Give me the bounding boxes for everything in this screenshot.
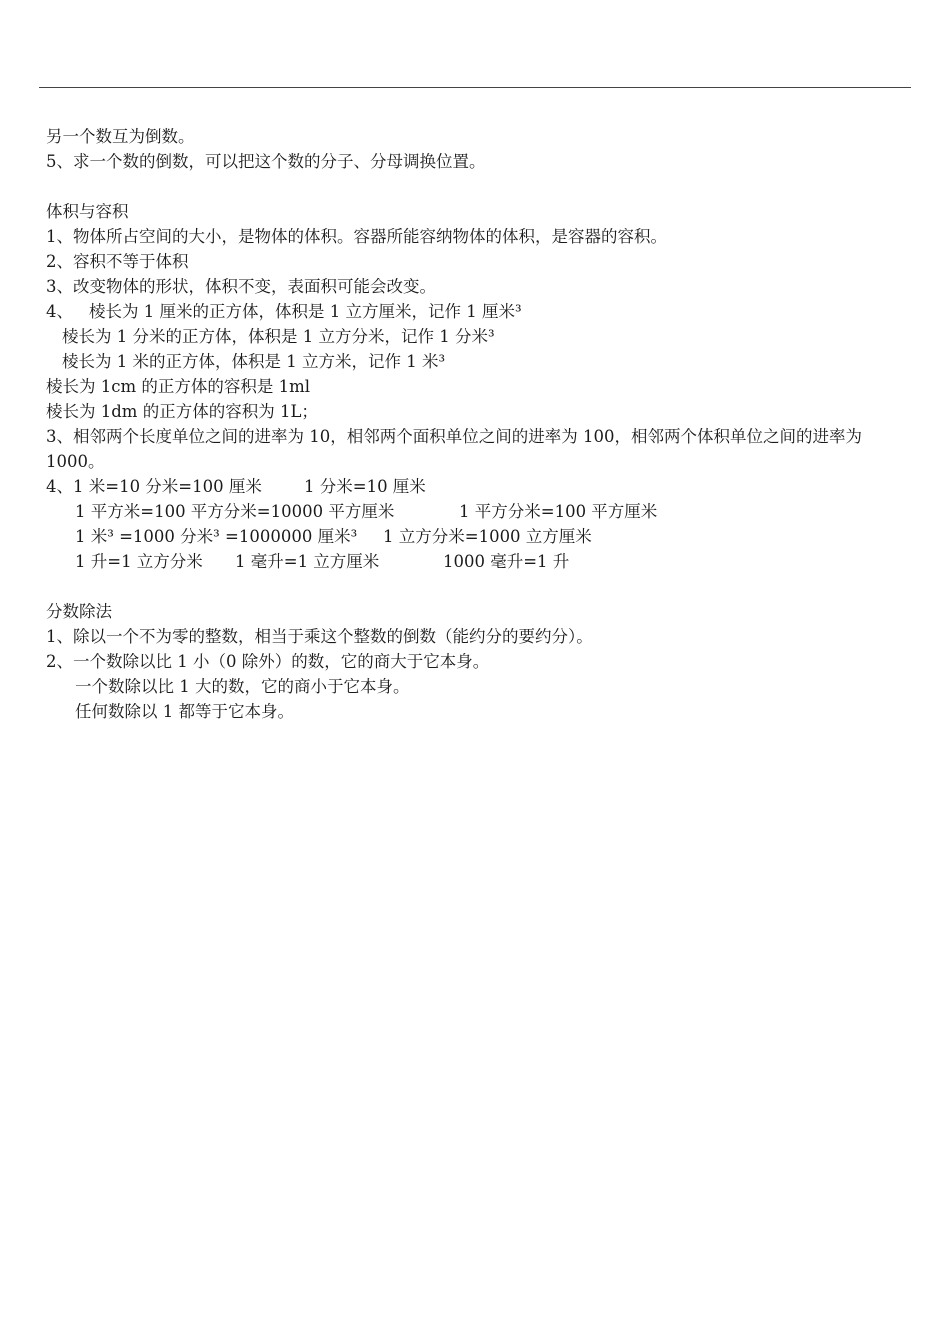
header-rule (39, 87, 911, 88)
text-line (46, 299, 916, 324)
conversion-cell: 1 米³ =1000 分米³ =1000000 厘米³ (75, 527, 358, 546)
conversion-cell: 1 立方分米=1000 立方厘米 (383, 527, 592, 546)
conversion-cell: 1 毫升=1 立方厘米 (235, 552, 380, 571)
blank-line (46, 174, 916, 199)
text-line: 2、容积不等于体积 (46, 252, 189, 271)
conversion-cell: 1 升=1 立方分米 (75, 552, 203, 571)
conversion-row (46, 549, 916, 574)
text-line: 3、改变物体的形状，体积不变，表面积可能会改变。 (46, 277, 436, 296)
conversion-row (46, 524, 916, 549)
section-heading-division: 分数除法 (46, 602, 112, 621)
text-segment: 棱长为 1 厘米的正方体，体积是 1 立方厘米，记作 1 厘米³ (89, 302, 522, 321)
conversion-cell: 1 米=10 分米=100 厘米 (73, 477, 262, 496)
text-line: 棱长为 1cm 的正方体的容积是 1ml (46, 377, 311, 396)
text-line: 棱长为 1 米的正方体，体积是 1 立方米，记作 1 米³ (62, 352, 446, 371)
text-line: 另一个数互为倒数。 (46, 127, 195, 146)
document-body (46, 124, 916, 724)
text-line: 2、一个数除以比 1 小（0 除外）的数，它的商大于它本身。 (46, 652, 490, 671)
conversion-row (46, 474, 916, 499)
conversion-cell: 1000 毫升=1 升 (443, 552, 570, 571)
conversion-cell: 1 平方米=100 平方分米=10000 平方厘米 (75, 502, 395, 521)
text-line: 棱长为 1dm 的正方体的容积为 1L； (46, 402, 318, 421)
list-number: 4、 (46, 302, 73, 321)
conversion-cell: 1 平方分米=100 平方厘米 (459, 502, 658, 521)
text-line: 任何数除以 1 都等于它本身。 (75, 702, 294, 721)
text-paragraph: 3、相邻两个长度单位之间的进率为 10，相邻两个面积单位之间的进率为 100，相邻两个体积单位之间的进率为 1000。 (46, 427, 862, 471)
section-heading-volume: 体积与容积 (46, 202, 129, 221)
text-line: 1、除以一个不为零的整数，相当于乘这个整数的倒数（能约分的要约分）。 (46, 627, 593, 646)
text-line: 棱长为 1 分米的正方体，体积是 1 立方分米，记作 1 分米³ (62, 327, 495, 346)
conversion-cell: 1 分米=10 厘米 (304, 477, 426, 496)
text-line: 1、物体所占空间的大小，是物体的体积。容器所能容纳物体的体积，是容器的容积。 (46, 227, 667, 246)
blank-line (46, 574, 916, 599)
conversion-row (46, 499, 916, 524)
list-number: 4、 (46, 477, 73, 496)
text-line: 5、求一个数的倒数，可以把这个数的分子、分母调换位置。 (46, 152, 486, 171)
text-line: 一个数除以比 1 大的数，它的商小于它本身。 (75, 677, 410, 696)
